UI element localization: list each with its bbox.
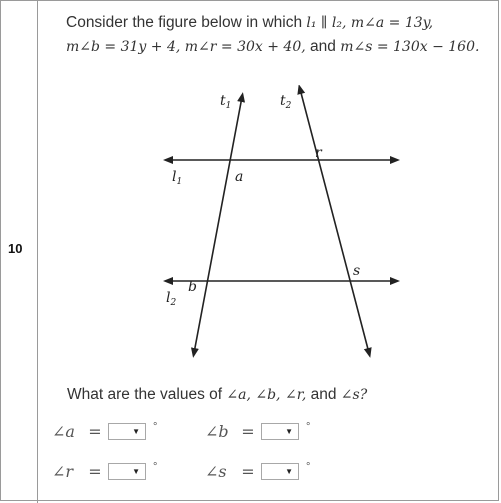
label-t1: $t_1$ [220, 93, 232, 111]
label-l2: $l_2$ [166, 290, 177, 308]
problem-angle-expressions: m∠b = 31y + 4, m∠r = 30x + 40, [66, 39, 306, 55]
question-and: and [306, 386, 341, 403]
dropdown-arrow-icon: ▼ [132, 427, 140, 436]
degree-symbol: ° [306, 460, 311, 473]
problem-and: and [305, 38, 341, 55]
dropdown-arrow-icon: ▼ [132, 467, 140, 476]
answer-row-a [52, 422, 157, 441]
answer-row-s [205, 462, 310, 481]
label-angle-r: r [315, 145, 322, 161]
answer-row-b [205, 422, 310, 441]
question-lead: What are the values of [67, 386, 227, 403]
answer-angle-label: ∠b [205, 422, 229, 441]
label-t2: $t_2$ [280, 93, 292, 111]
label-angle-s: s [353, 263, 361, 279]
answer-angle-label: ∠r [52, 462, 74, 481]
angle-s-dropdown[interactable] [261, 463, 299, 480]
degree-symbol: ° [153, 420, 158, 433]
angle-r-dropdown[interactable] [108, 463, 146, 480]
problem-statement [66, 11, 496, 59]
equals-sign: = [241, 462, 255, 481]
dropdown-arrow-icon: ▼ [285, 467, 293, 476]
answer-angle-label: ∠a [52, 422, 75, 441]
transversal-t1 [194, 97, 242, 353]
question-angles: ∠a, ∠b, ∠r, [226, 387, 307, 403]
question-last-angle: ∠s? [340, 387, 368, 403]
answer-angle-label: ∠s [205, 462, 227, 481]
column-divider [37, 0, 38, 503]
degree-symbol: ° [306, 420, 311, 433]
question-text [67, 386, 367, 404]
equals-sign: = [241, 422, 255, 441]
question-number: 10 [8, 241, 23, 256]
equals-sign: = [88, 422, 102, 441]
problem-relation: l₁ ∥ l₂, m∠a = 13y, [306, 15, 434, 31]
equals-sign: = [88, 462, 102, 481]
problem-lead: Consider the figure below in which [66, 14, 307, 31]
label-l1: $l_1$ [172, 169, 183, 187]
problem-angle-s: m∠s = 130x − 160. [340, 39, 480, 55]
label-angle-b: b [188, 279, 197, 295]
label-angle-a: a [235, 169, 244, 185]
dropdown-arrow-icon: ▼ [285, 427, 293, 436]
angle-a-dropdown[interactable] [108, 423, 146, 440]
answer-row-r [52, 462, 157, 481]
parallel-lines-figure [160, 85, 410, 360]
degree-symbol: ° [153, 460, 158, 473]
transversal-t2 [300, 89, 369, 353]
angle-b-dropdown[interactable] [261, 423, 299, 440]
